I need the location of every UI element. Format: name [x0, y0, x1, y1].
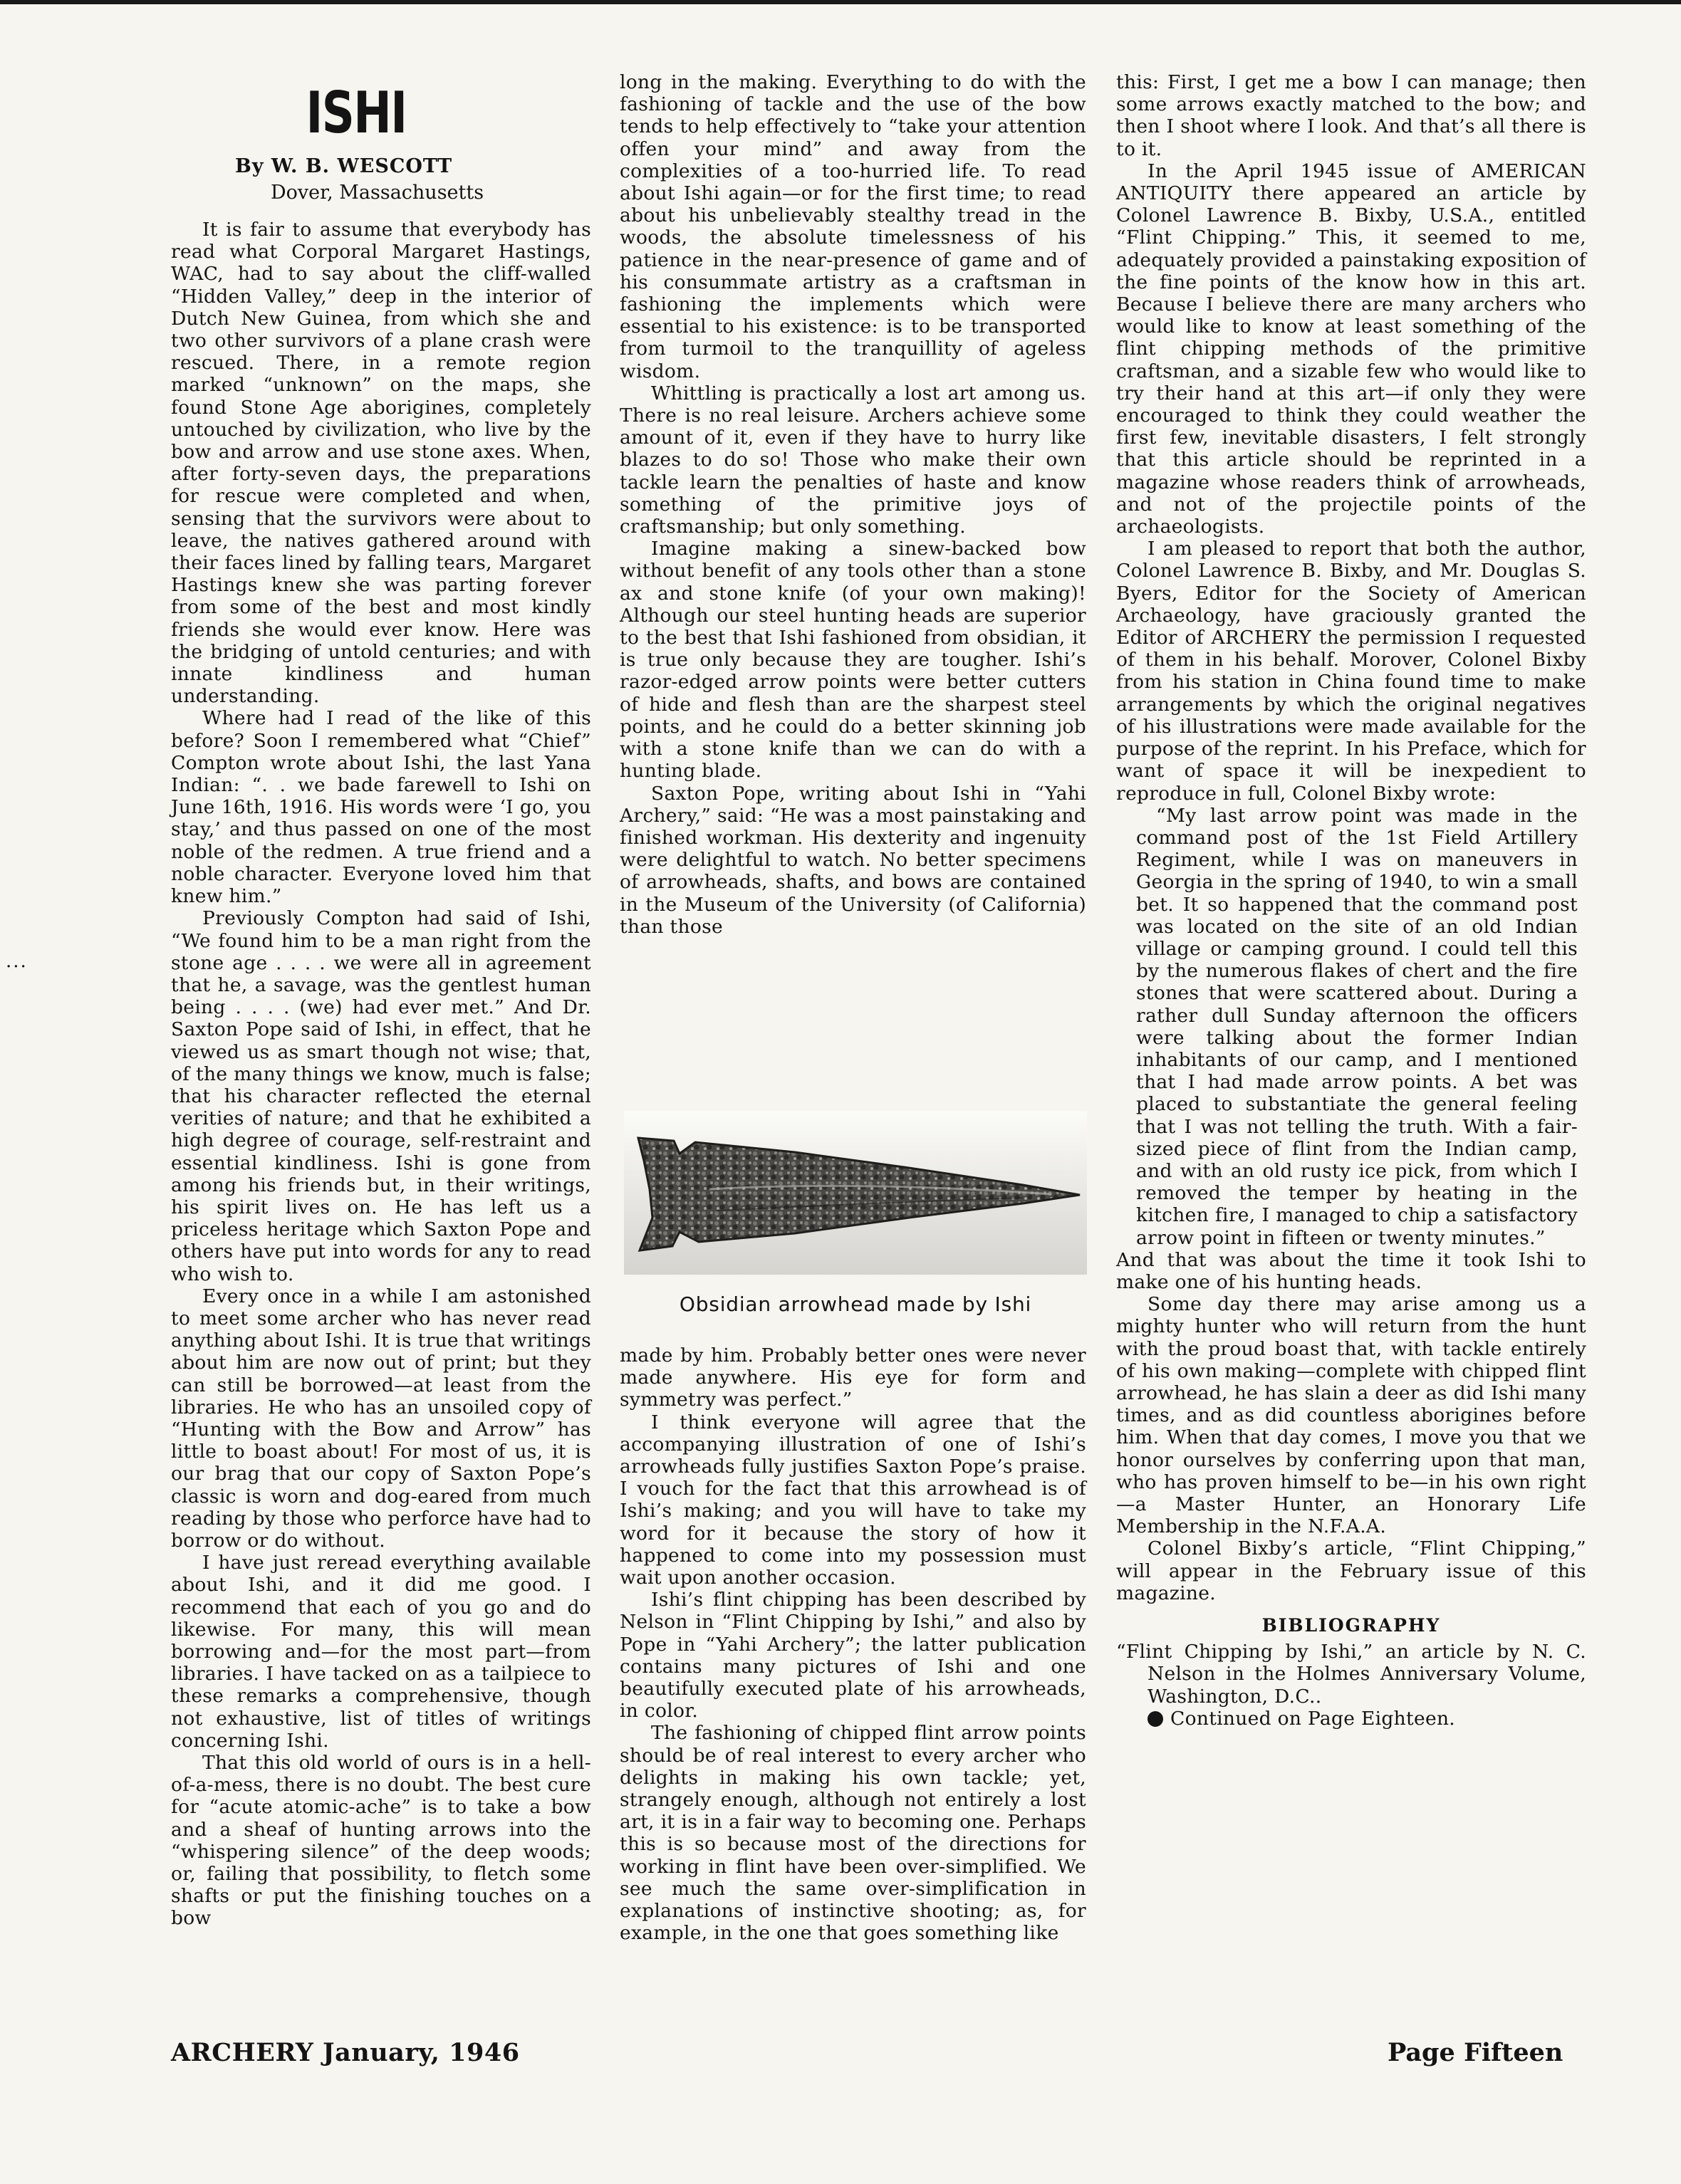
- author-location: Dover, Massachusetts: [271, 182, 484, 204]
- footer-publication: ARCHERY January, 1946: [171, 2038, 520, 2067]
- paragraph: I am pleased to report that both the author, Colonel Lawrence B. Bixby, and Mr. Douglas S. Byers, Editor for the Society of American Archaeology, have graciously granted the Editor of ARCHERY the permission I requested of them in his behalf. Morover, Colonel Bixby from his station in China found time to make arrangements by which the original negatives of his illustrations were made available for the purpose of the reprint. In his Preface, which for want of space it will be inexpedient to reproduce in full, Colonel Bixby wrote:: [1116, 538, 1586, 805]
- paragraph: Ishi’s flint chipping has been described by Nelson in “Flint Chipping by Ishi,” and also by Pope in “Yahi Archery”; the latter publication contains many pictures of Ishi and one beautifully executed plate of his arrowheads, in color.: [620, 1589, 1086, 1723]
- paragraph: I have just reread everything available about Ishi, and it did me good. I recommend that each of you go and do likewise. For many, this will mean borrowing and—for the most part—from libraries. I have tacked on as a tailpiece to these remarks a comprehensive, though not exhaustive, list of titles of writings concerning Ishi.: [171, 1552, 591, 1752]
- column-1: [171, 219, 591, 1930]
- arrowhead-photo: [624, 1111, 1087, 1275]
- continued-bullet-icon: [1147, 1711, 1163, 1727]
- paragraph: The fashioning of chipped flint arrow points should be of real interest to every archer who delights in making his own tackle; yet, strangely enough, although not entirely a lost art, it is in a fair way to becoming one. Perhaps this is so because most of the directions for working in flint have been over-simplified. We see much the same over-simplification in explanations of instinctive shooting; as, for example, in the one that goes something like: [620, 1722, 1086, 1945]
- byline: By W. B. WESCOTT: [235, 155, 453, 177]
- paragraph: Previously Compton had said of Ishi, “We found him to be a man right from the stone age . . . . we were all in agreement that he, a savage, was the gentlest human being . . . . (we) had ever met.” And Dr. Saxton Pope said of Ishi, in effect, that he viewed us as smart though not wise; that, of the many things we know, much is false; that his character reflected the eternal verities of nature; and that he exhibited a high degree of courage, self-restraint and essential kindliness. Ishi is gone from among his friends but, in their writings, his spirit lives on. He has left us a priceless heritage which Saxton Pope and others have put into words for any to read who wish to.: [171, 907, 591, 1285]
- bibliography-heading: BIBLIOGRAPHY: [1261, 1615, 1441, 1636]
- paragraph: Colonel Bixby’s article, “Flint Chipping,” will appear in the February issue of this magazine.: [1116, 1537, 1586, 1604]
- photo-caption: Obsidian arrowhead made by Ishi: [679, 1292, 1032, 1316]
- paragraph: Some day there may arise among us a mighty hunter who will return from the hunt with the proud boast that, with tackle entirely of his own making—complete with chipped flint arrowhead, he has slain a deer as did Ishi many times, and as did countless aborigines before him. When that day comes, I move you that we honor ourselves by conferring upon that man, who has proven himself to be—in his own right—a Master Hunter, an Honorary Life Membership in the N.F.A.A.: [1116, 1293, 1586, 1538]
- paragraph: Whittling is practically a lost art among us. There is no real leisure. Archers achieve some amount of it, even if they have to hurry like blazes to do so! Those who make their own tackle learn the penalties of haste and know something of the primitive joys of craftsmanship; but only something.: [620, 382, 1086, 538]
- arrowhead-image: [624, 1111, 1087, 1275]
- footer-page-number: Page Fifteen: [1388, 2038, 1563, 2067]
- paragraph: Saxton Pope, writing about Ishi in “Yahi Archery,” said: “He was a most painstaking and finished workman. His dexterity and ingenuity were delightful to watch. No better specimens of arrowheads, shafts, and bows are contained in the Museum of the University (of California) than those: [620, 782, 1086, 938]
- paragraph: Imagine making a sinew-backed bow without benefit of any tools other than a stone ax and stone knife (of your own making)! Although our steel hunting heads are superior to the best that Ishi fashioned from obsidian, it is true only because they are tougher. Ishi’s razor-edged arrow points were better cutters of hide and flesh than are the sharpest steel points, and he could do a better skinning job with a stone knife than we can do with a hunting blade.: [620, 538, 1086, 783]
- article-title: ISHI: [306, 80, 407, 146]
- continued-text: Continued on Page Eighteen.: [1170, 1707, 1456, 1730]
- paragraph: long in the making. Everything to do with the fashioning of tackle and the use of the bow tends to help effectively to “take your attention offen your mind” and away from the complexities of a too-hurried life. To read about Ishi again—or for the first time; to read about his unbelievably stealthy tread in the woods, the absolute timelessness of his patience in the near-presence of game and of his consummate artistry as a craftsman in fashioning the implements which were essential to his existence: is to be transported from turmoil to the tranquillity of ageless wisdom.: [620, 71, 1086, 382]
- bibliography-entry: “Flint Chipping by Ishi,” an article by N. C. Nelson in the Holmes Anniversary Volume, Washington, D.C..: [1116, 1641, 1586, 1708]
- top-rule: [0, 0, 1681, 4]
- column-2-bottom: [620, 1344, 1086, 1944]
- continued-note: [1147, 1708, 1586, 1730]
- column-3: [1116, 71, 1586, 1730]
- paragraph: That this old world of ours is in a hell-of-a-mess, there is no doubt. The best cure for “acute atomic-ache” is to take a bow and a sheaf of hunting arrows into the “whispering silence” of the deep woods; or, failing that possibility, to fletch some shafts or put the finishing touches on a bow: [171, 1752, 591, 1930]
- paragraph: Where had I read of the like of this before? Soon I remembered what “Chief” Compton wrote about Ishi, the last Yana Indian: “. . we bade farewell to Ishi on June 16th, 1916. His words were ‘I go, you stay,’ and thus passed on one of the most noble of the redmen. A true friend and a noble character. Everyone loved him that knew him.”: [171, 707, 591, 908]
- paragraph: It is fair to assume that everybody has read what Corporal Margaret Hastings, WAC, had to say about the cliff-walled “Hidden Valley,” deep in the interior of Dutch New Guinea, from which she and two other survivors of a plane crash were rescued. There, in a remote region marked “unknown” on the maps, she found Stone Age aborigines, completely untouched by civilization, who live by the bow and arrow and use stone axes. When, after forty-seven days, the preparations for rescue were completed and when, sensing that the survivors were about to leave, the natives gathered around with their faces lined by falling tears, Margaret Hastings knew she was parting forever from some of the best and most kindly friends she would ever know. Here was the bridging of untold centuries; and with innate kindliness and human understanding.: [171, 219, 591, 708]
- paragraph: And that was about the time it took Ishi to make one of his hunting heads.: [1116, 1248, 1586, 1293]
- paragraph: I think everyone will agree that the accompanying illustration of one of Ishi’s arrowheads fully justifies Saxton Pope’s praise. I vouch for the fact that this arrowhead is of Ishi’s making; and you will have to take my word for it because the story of how it happened to come into my possession must wait upon another occasion.: [620, 1411, 1086, 1589]
- paragraph: Every once in a while I am astonished to meet some archer who has never read anything about Ishi. It is true that writings about him are now out of print; but they can still be borrowed—at least from the libraries. He who has an unsoiled copy of “Hunting with the Bow and Arrow” has little to boast about! For most of us, it is our brag that our copy of Saxton Pope’s classic is worn and dog-eared from much reading by those who perforce have had to borrow or do without.: [171, 1285, 591, 1552]
- paragraph: this: First, I get me a bow I can manage; then some arrows exactly matched to the bow; and then I shoot where I look. And that’s all there is to it.: [1116, 71, 1586, 160]
- column-2-top: [620, 71, 1086, 938]
- margin-mark: ...: [6, 951, 28, 972]
- block-quote: “My last arrow point was made in the command post of the 1st Field Artillery Regiment, while I was on maneuvers in Georgia in the spring of 1940, to win a small bet. It so happened that the command post was located on the site of an old Indian village or camping ground. I could tell this by the numerous flakes of chert and the fire stones that were scattered about. During a rather dull Sunday afternoon the officers were talking about the former Indian inhabitants of our camp, and I mentioned that I had made arrow points. A bet was placed to substantiate the general feeling that I was not telling the truth. With a fair-sized piece of flint from the Indian camp, and with an old rusty ice pick, from which I removed the temper by heating in the kitchen fire, I managed to chip a satisfactory arrow point in fifteen or twenty minutes.”: [1136, 804, 1578, 1249]
- paragraph: made by him. Probably better ones were never made anywhere. His eye for form and symmetry was perfect.”: [620, 1344, 1086, 1411]
- paragraph: In the April 1945 issue of AMERICAN ANTIQUITY there appeared an article by Colonel Lawrence B. Bixby, U.S.A., entitled “Flint Chipping.” This, it seemed to me, adequately provided a painstaking exposition of the fine points of the know how in this art. Because I believe there are many archers who would like to know at least something of the flint chipping methods of the primitive craftsman, and a sizable few who would like to try their hand at this art—if only they were encouraged to think they could weather the first few, inevitable disasters, I felt strongly that this article should be reprinted in a magazine whose readers think of arrowheads, and not of the projectile points of the archaeologists.: [1116, 160, 1586, 538]
